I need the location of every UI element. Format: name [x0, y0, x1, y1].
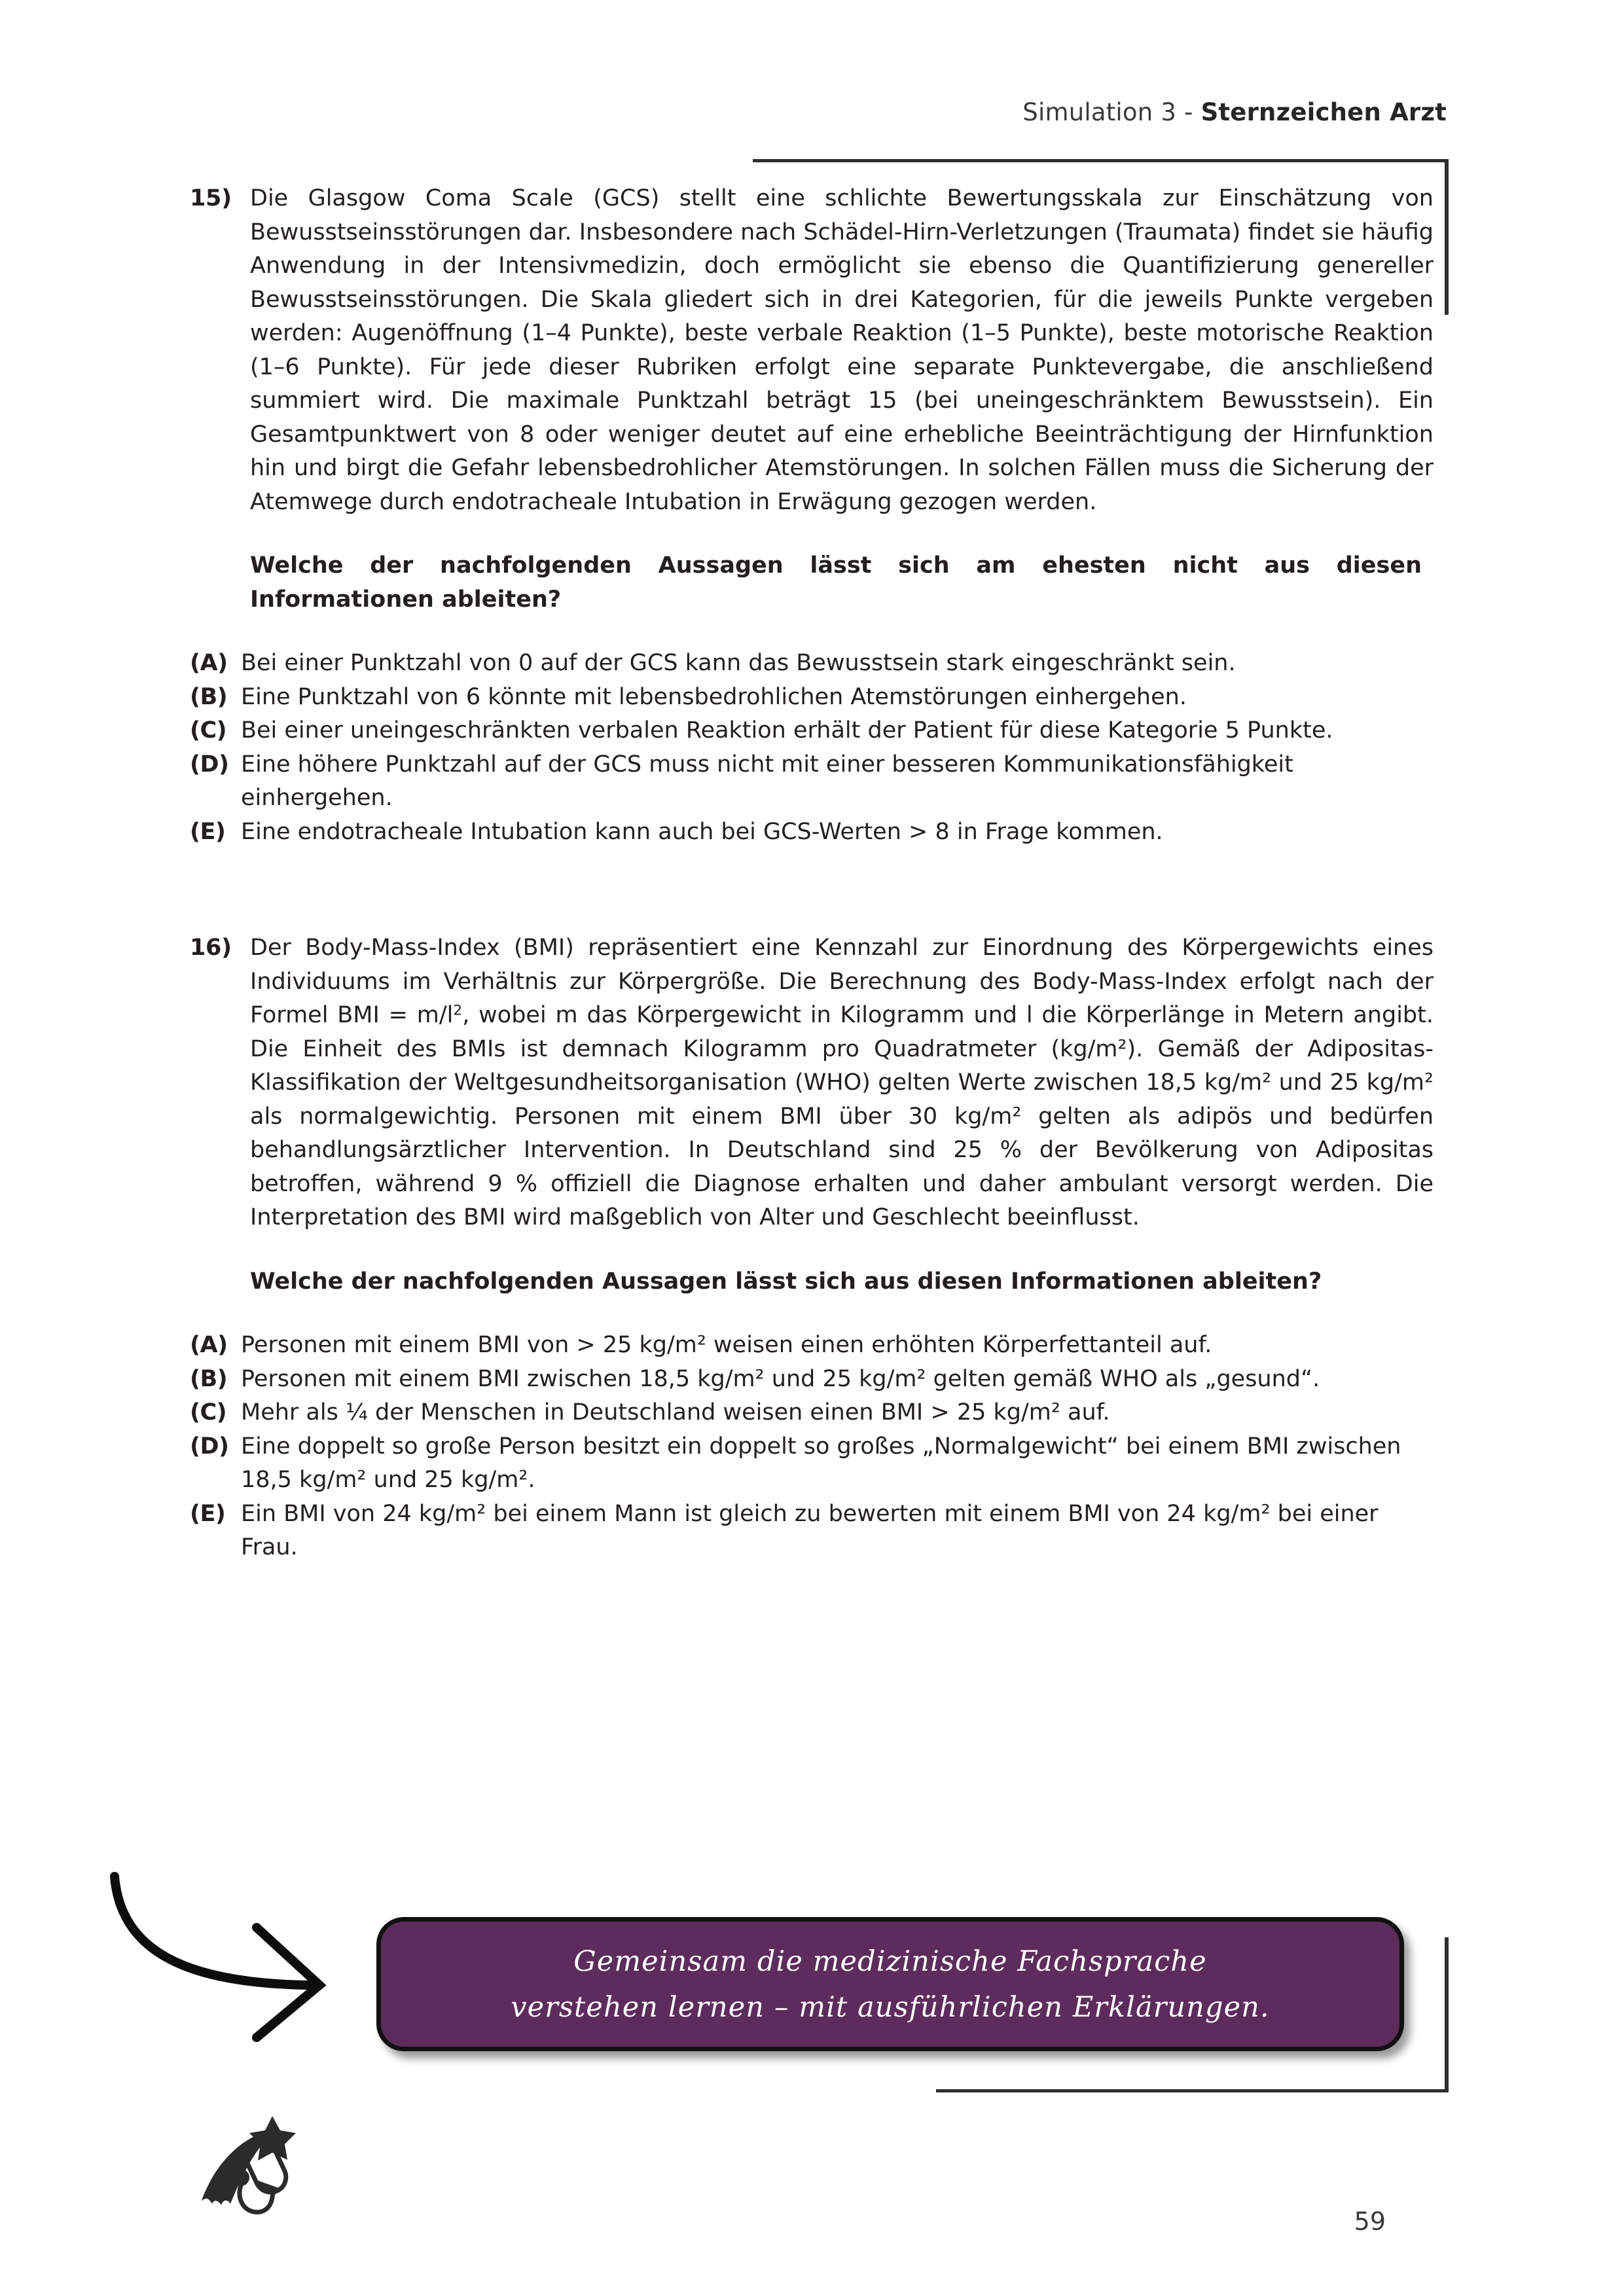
option-text: Bei einer uneingeschränkten verbalen Reaktion erhält der Patient für diese Kategorie 5 Punkte. — [241, 717, 1333, 744]
question-15-passage: Die Glasgow Coma Scale (GCS) stellt eine schlichte Bewertungsskala zur Einschätzung von Bewusstseinsstörungen dar. Insbesondere nach Schädel-Hirn-Verletzungen (Traumata) findet sie häufig Anwendung in der Intensivmedizin, doch ermöglicht sie ebenso die Quantifizierung genereller Bewusstseinsstörungen. Die Skala gliedert sich in drei Kategorien, für die jeweils Punkte vergeben werden: Augenöffnung (1–4 Punkte), beste verbale Reaktion (1–5 Punkte), beste motorische Reaktion (1–6 Punkte). Für jede dieser Rubriken erfolgt eine separate Punktevergabe, die anschließend summiert wird. Die maximale Punktzahl beträgt 15 (bei uneingeschränktem Bewusstsein). Ein Gesamtpunktwert von 8 oder weniger deutet auf eine erhebliche Beeinträchtigung der Hirnfunktion hin und birgt die Gefahr lebensbedrohlicher Atemstörungen. In solchen Fällen muss die Sicherung der Atemwege durch endotracheale Intubation in Erwägung gezogen werden. — [250, 185, 1434, 515]
option-row[interactable] — [190, 1396, 1434, 1430]
option-letter: (D) — [190, 751, 229, 778]
question-16-passage — [250, 931, 1434, 1235]
option-row[interactable] — [190, 647, 1434, 681]
option-text: Eine Punktzahl von 6 könnte mit lebensbedrohlichen Atemstörungen einhergehen. — [241, 683, 1187, 710]
option-text: Personen mit einem BMI zwischen 18,5 kg/m² und 25 kg/m² gelten gemäß WHO als „gesund“. — [241, 1365, 1320, 1392]
content-column — [190, 182, 1434, 1565]
option-letter: (A) — [190, 650, 228, 676]
question-15-prompt: Welche der nachfolgenden Aussagen lässt sich am ehesten nicht aus diesen Informationen ableiten? — [250, 552, 1422, 613]
option-row[interactable] — [190, 816, 1434, 850]
option-letter: (B) — [190, 683, 228, 710]
option-text: Eine doppelt so große Person besitzt ein doppelt so großes „Normalgewicht“ bei einem BMI zwischen 18,5 kg/m² und 25 kg/m². — [241, 1433, 1401, 1493]
page-number: 59 — [1354, 2207, 1386, 2236]
question-15-number: 15) — [190, 185, 232, 211]
option-text: Eine endotracheale Intubation kann auch bei GCS-Werten > 8 in Frage kommen. — [241, 818, 1163, 845]
question-15-body — [190, 182, 1434, 519]
callout-box — [376, 1917, 1404, 2051]
option-letter: (D) — [190, 1433, 229, 1460]
corner-bracket-top-vertical — [1445, 159, 1449, 315]
option-row[interactable] — [190, 714, 1434, 748]
option-text: Ein BMI von 24 kg/m² bei einem Mann ist gleich zu bewerten mit einem BMI von 24 kg/m² bei einer Frau. — [241, 1500, 1379, 1560]
option-text: Eine höhere Punktzahl auf der GCS muss nicht mit einer besseren Kommunikationsfähigkeit einhergehen. — [241, 751, 1293, 811]
question-16-prompt: Welche der nachfolgenden Aussagen lässt sich aus diesen Informationen ableiten? — [250, 1268, 1322, 1295]
option-row[interactable] — [190, 1329, 1434, 1363]
page-header — [0, 98, 1447, 126]
section-spacer — [190, 849, 1434, 931]
callout-line-1: Gemeinsam die medizinische Fachsprache — [573, 1945, 1207, 1978]
footer-rule — [936, 2089, 1447, 2092]
option-letter: (E) — [190, 1500, 226, 1527]
option-letter: (A) — [190, 1332, 228, 1358]
question-block-16 — [190, 931, 1434, 1565]
option-row[interactable] — [190, 1498, 1434, 1565]
option-letter: (B) — [190, 1365, 228, 1392]
question-15-options — [190, 647, 1434, 849]
option-text: Mehr als ¼ der Menschen in Deutschland weisen einen BMI > 25 kg/m² auf. — [241, 1399, 1110, 1426]
corner-bracket-top-rule — [753, 159, 1448, 162]
option-row[interactable] — [190, 681, 1434, 715]
question-16-number: 16) — [190, 935, 232, 961]
option-row[interactable] — [190, 748, 1434, 816]
question-16-options — [190, 1329, 1434, 1565]
option-row[interactable] — [190, 1430, 1434, 1498]
question-16-passage-part2: , wobei m das Körpergewicht in Kilogramm und l die Körperlänge in Metern angibt. Die Einheit des BMIs ist demnach Kilogramm pro Quadratmeter (kg/m²). Gemäß der Adipositas-Klassifikation der Weltgesundheitsorganisation (WHO) gelten Werte zwischen 18,5 kg/m² und 25 kg/m² als normalgewichtig. Personen mit einem BMI über 30 kg/m² gelten als adipös und bedürfen behandlungsärztlicher Intervention. In Deutschland sind 25 % der Bevölkerung von Adipositas betroffen, während 9 % offiziell die Diagnose erhalten und daher ambulant versorgt werden. Die Interpretation des BMI wird maßgeblich von Alter und Geschlecht beeinflusst. — [250, 1002, 1434, 1230]
question-16-passage-part1: Der Body-Mass-Index (BMI) repräsentiert eine Kennzahl zur Einordnung des Körpergewichts eines Individuums im Verhältnis zur Körpergröße. Die Berechnung des Body-Mass-Index erfolgt nach der Formel BMI = m/l — [250, 935, 1434, 1028]
curved-arrow-icon — [98, 1856, 373, 2052]
question-block-15 — [190, 182, 1434, 849]
option-text: Personen mit einem BMI von > 25 kg/m² weisen einen erhöhten Körperfettanteil auf. — [241, 1332, 1212, 1358]
option-letter: (C) — [190, 717, 227, 744]
option-letter: (C) — [190, 1399, 227, 1426]
callout-line-2: verstehen lernen – mit ausführlichen Erklärungen. — [511, 1990, 1270, 2024]
option-row[interactable] — [190, 1363, 1434, 1397]
superscript-two: 2 — [453, 1002, 463, 1019]
option-letter: (E) — [190, 818, 226, 845]
question-16-body — [190, 931, 1434, 1235]
header-title: Sternzeichen Arzt — [1200, 98, 1447, 126]
corner-bracket-bottom-vertical — [1445, 1937, 1449, 2092]
header-prefix: Simulation 3 - — [1022, 98, 1201, 126]
option-text: Bei einer Punktzahl von 0 auf der GCS kann das Bewusstsein stark eingeschränkt sein. — [241, 650, 1236, 676]
